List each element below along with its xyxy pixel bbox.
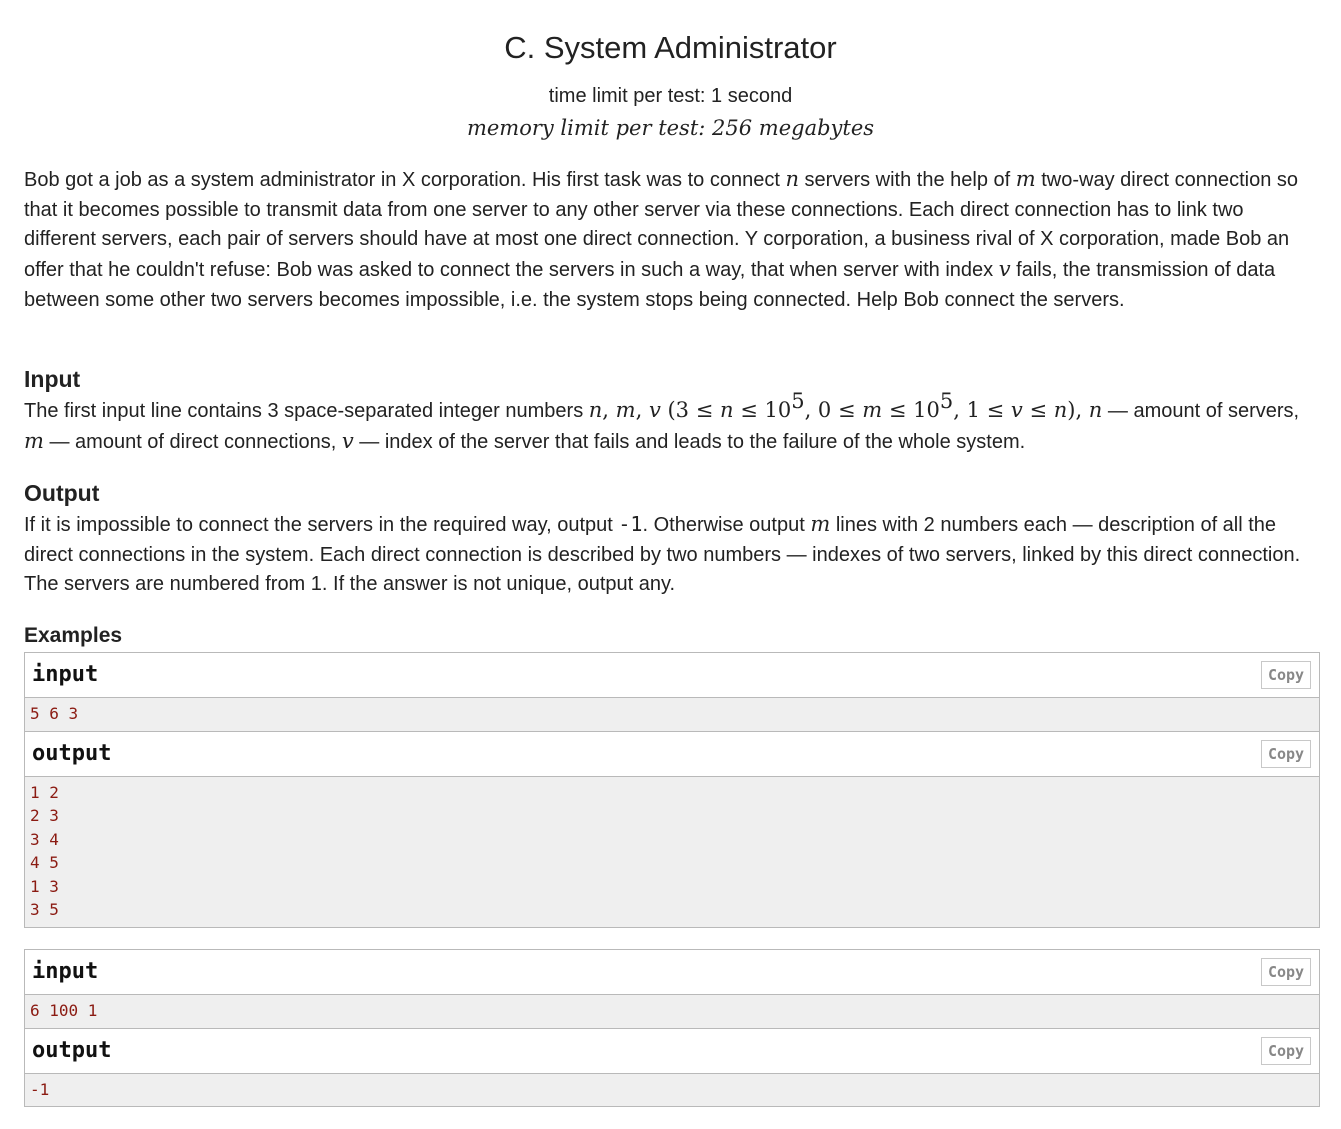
copy-button[interactable]: Copy <box>1261 740 1311 768</box>
math-var: m <box>1015 167 1036 191</box>
math-var: n <box>1088 398 1103 422</box>
math-var: n <box>720 398 734 422</box>
legend-paragraph <box>24 165 1319 316</box>
example-1 <box>24 652 1320 928</box>
memory-limit: memory limit per test: 256 megabytes <box>466 116 875 140</box>
math-var: m <box>615 398 636 422</box>
example-line: -1 <box>30 1079 50 1099</box>
output-text: . Otherwise output <box>642 514 811 536</box>
math-text: (3 ≤ <box>660 398 720 422</box>
example-line: 6 100 1 <box>30 1001 98 1020</box>
legend-text: servers with the help of <box>798 169 1016 191</box>
math-var: n <box>785 167 799 191</box>
examples-title: Examples <box>24 624 123 647</box>
example-output-header <box>25 732 1319 777</box>
input-section-title: Input <box>24 366 81 392</box>
math-text: ≤ 10 <box>882 398 940 422</box>
copy-button[interactable]: Copy <box>1261 958 1311 986</box>
example-line: 1 3 <box>30 876 59 896</box>
input-paragraph <box>24 389 1319 457</box>
legend-text: two-way direct connection so that it becomes possible to transmit data from one server to any other server via these connections. Each direct connection has to link two different servers, each pair of servers should have at most one direct connection. Y corporation, a business rival of X corporation, made Bob an offer that he couldn't refuse: Bob was asked to connect the servers in such a way, that when server with index <box>24 169 1299 282</box>
output-section-title: Output <box>24 480 100 506</box>
math-var: n <box>588 398 603 422</box>
math-text: , <box>635 398 649 422</box>
time-limit: time limit per test: 1 second <box>548 85 793 107</box>
example-output-label: output <box>32 1037 112 1063</box>
math-exponent: 5 <box>791 389 805 413</box>
output-text: If it is impossible to connect the servers in the required way, output <box>24 514 619 536</box>
math-var: v <box>998 257 1011 282</box>
math-text: ), <box>1067 398 1089 422</box>
example-line: 3 4 <box>30 829 59 849</box>
legend-text: fails, the transmission of data between some other two servers becomes impossible, i.e. the system stops being connected. Help Bob connect the servers. <box>24 259 1276 311</box>
math-var: v <box>648 398 661 422</box>
example-output-body <box>25 777 1319 927</box>
input-text: The first input line contains 3 space-separated integer numbers <box>24 400 589 422</box>
example-line: 4 5 <box>30 853 59 872</box>
math-exponent: 5 <box>939 389 954 413</box>
math-text: , 1 ≤ <box>953 398 1011 422</box>
math-text: , 0 ≤ <box>804 398 863 422</box>
math-var: v <box>1010 398 1023 422</box>
example-output-label: output <box>32 740 112 766</box>
example-output-body <box>25 1074 1319 1107</box>
output-paragraph <box>24 510 1319 600</box>
math-text: , <box>602 398 616 422</box>
output-text: lines with 2 numbers each — description of all the direct connections in the system. Each direct connection is described by two numbers — indexes of two servers, linked by this direct connection. The servers are numbered from 1. If the answer is not unique, output any. <box>24 514 1301 596</box>
math-text: ≤ <box>1022 398 1054 422</box>
math-var: m <box>810 512 831 536</box>
example-input-label: input <box>32 662 99 687</box>
input-text: — amount of direct connections, <box>43 430 342 453</box>
problem-title: C. System Administrator <box>504 30 837 65</box>
math-var: v <box>341 428 354 453</box>
math-var: m <box>862 398 883 422</box>
example-input-body <box>25 698 1319 732</box>
example-line: 1 2 <box>30 782 59 802</box>
example-input-header <box>25 653 1319 698</box>
example-input-header <box>25 950 1319 995</box>
example-output-header <box>25 1029 1319 1074</box>
example-line: 3 5 <box>30 900 59 919</box>
example-2 <box>24 949 1320 1107</box>
example-line: 5 6 3 <box>30 704 79 723</box>
example-input-body <box>25 995 1319 1029</box>
example-input-label: input <box>32 959 99 984</box>
input-text: — index of the server that fails and leads to the failure of the whole system. <box>353 430 1026 453</box>
input-text: — amount of servers, <box>1102 400 1300 422</box>
math-var: n <box>1053 398 1068 422</box>
legend-text: Bob got a job as a system administrator in X corporation. His first task was to connect <box>24 169 786 191</box>
math-var: m <box>24 428 44 453</box>
copy-button[interactable]: Copy <box>1261 661 1311 689</box>
copy-button[interactable]: Copy <box>1261 1037 1311 1065</box>
math-text: ≤ 10 <box>733 398 792 422</box>
math-const: -1 <box>618 512 643 536</box>
example-line: 2 3 <box>30 806 59 825</box>
